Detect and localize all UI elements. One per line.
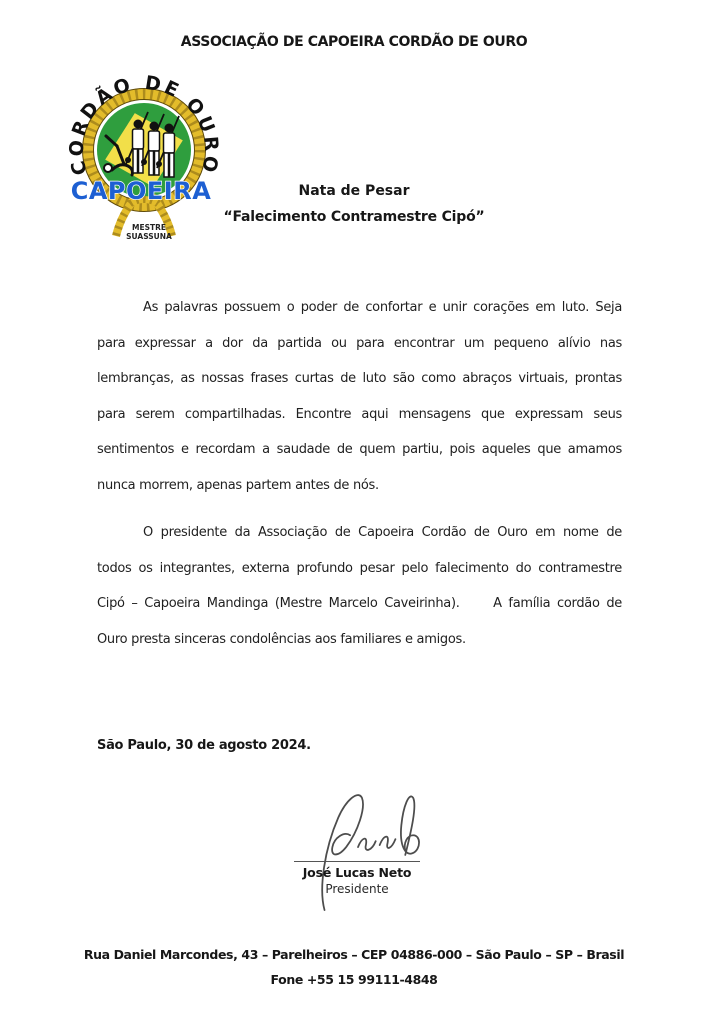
- paragraph-line: Ouro presta sinceras condolências aos familiares e amigos.: [97, 631, 466, 647]
- paragraph-line: As palavras possuem o poder de confortar e unir corações em luto. Seja: [143, 300, 622, 315]
- paragraph-line: Cipó – Capoeira Mandinga (Mestre Marcelo Caveirinha). A família cordão de: [97, 596, 622, 611]
- footer: [0, 942, 708, 992]
- paragraph-line: todos os integrantes, externa profundo pesar pelo falecimento do contramestre: [97, 560, 622, 576]
- body-text: [97, 290, 622, 657]
- paragraph-line: O presidente da Associação de Capoeira Cordão de Ouro em nome de: [143, 525, 622, 540]
- footer-address: Rua Daniel Marcondes, 43 – Parelheiros – CEP 04886-000 – São Paulo – SP – Brasil: [83, 947, 625, 962]
- footer-phone: Fone +55 15 99111-4848: [270, 972, 438, 987]
- signature-line: [294, 861, 420, 862]
- logo-arc-text: CORDÃO DE OURO: [65, 72, 223, 178]
- signer-name: José Lucas Neto: [302, 865, 412, 880]
- document-title: Nata de Pesar: [298, 183, 410, 199]
- paragraph-line: sentimentos e recordam a saudade de quem partiu, pois aqueles que amamos: [97, 442, 622, 457]
- title-block: [0, 183, 708, 225]
- logo-mestre-text: MESTRE: [131, 223, 167, 232]
- paragraph-line: lembranças, as nossas frases curtas de luto são como abraços virtuais, prontas: [97, 371, 622, 386]
- signer-role: Presidente: [325, 882, 389, 896]
- date-line: São Paulo, 30 de agosto 2024.: [97, 738, 311, 753]
- paragraph-line: para expressar a dor da partida ou para encontrar um pequeno alívio nas: [97, 335, 622, 351]
- paragraph-line: nunca morrem, apenas partem antes de nós.: [97, 477, 379, 493]
- document-subtitle: “Falecimento Contramestre Cipó”: [223, 209, 485, 225]
- paragraph-2: [97, 515, 622, 657]
- signature-block: [0, 784, 708, 914]
- logo-banner-text: CAPOEIRA: [70, 177, 212, 205]
- logo-suassuna-text: SUASSUNA: [126, 232, 172, 241]
- paragraph-1: [97, 290, 622, 503]
- paragraph-line: para serem compartilhadas. Encontre aqui mensagens que expressam seus: [97, 406, 622, 422]
- association-header-title: ASSOCIAÇÃO DE CAPOEIRA CORDÃO DE OURO: [180, 34, 528, 50]
